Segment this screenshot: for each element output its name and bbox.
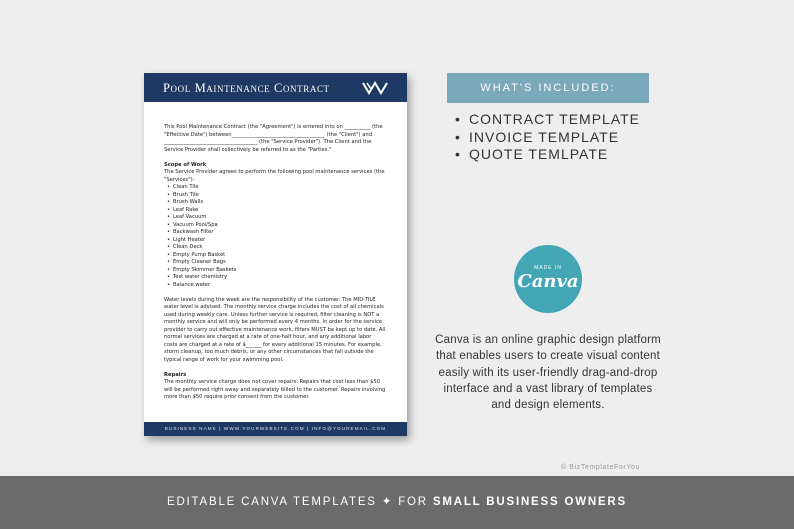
list-item: • Clean Deck <box>164 244 386 252</box>
list-item: • Empty Skimmer Baskets <box>164 267 386 275</box>
services-list <box>164 184 386 289</box>
list-item: • Empty Cleaner Bags <box>164 259 386 267</box>
canva-wordmark: Canva <box>517 271 579 292</box>
banner-prefix: EDITABLE CANVA TEMPLATES ✦ FOR <box>166 496 433 508</box>
bottom-banner <box>0 476 794 529</box>
contract-title: Pool Maintenance Contract <box>163 81 330 95</box>
water-paragraph: Water levels during the week are the responsibility of the customer. The MID-TILE water level is advised. The monthly service charge includes the cost of all chemicals used during weekly care. Unless further service is required, filter cleaning is NOT a monthly service and will only be performed every 4 months. In order for the service provider to carry out effective maintenance work, filters MUST be kept up to date. All normal services are charged at a rate of one-half hour, and any additional labor costs are charged at a rate of $______ for every additional 15 minutes. For example, storm cleanup, too much debris, or any other circumstances that fall outside the typical range of work for your swimming pool. <box>164 296 386 363</box>
list-item: • Brush Tile <box>164 192 386 200</box>
list-item: • Clean Tile <box>164 184 386 192</box>
bullet-icon: • <box>455 111 461 127</box>
contract-header <box>144 73 407 102</box>
made-in-label: MADE IN <box>534 265 562 271</box>
list-item <box>455 129 640 147</box>
contract-footer: BUSINESS NAME | WWW.YOURWEBSITE.COM | INFO@YOUREMAIL.COM <box>144 422 407 436</box>
banner-bold: SMALL BUSINESS OWNERS <box>432 496 628 508</box>
bullet-icon: • <box>455 146 461 162</box>
scope-text: The Service Provider agrees to perform the following pool maintenance services (the "Services"): <box>164 169 385 183</box>
list-item: • Empty Pump Basket <box>164 252 386 260</box>
repairs-heading: Repairs <box>164 371 187 378</box>
made-in-canva-badge <box>514 245 582 313</box>
repairs-text: The monthly service charge does not cover repairs. Repairs that cost less than $50 will be performed right away and separately billed to the customer. Repairs involving more than $50 require prior consent from the customer. <box>164 379 386 400</box>
list-item: • Light Heater <box>164 237 386 245</box>
canva-description: Canva is an online graphic design platform that enables users to create visual content easily with its user-friendly drag-and-drop interface and a vast library of templates and design elements. <box>435 334 661 412</box>
list-item <box>455 146 640 164</box>
list-item: • Leaf Rake <box>164 207 386 215</box>
contract-body <box>164 124 386 402</box>
included-item-label: INVOICE TEMPLATE <box>469 128 620 145</box>
included-list <box>455 111 640 164</box>
whats-included-heading: WHAT'S INCLUDED: <box>447 73 649 103</box>
list-item: • Test water chemistry <box>164 274 386 282</box>
contract-intro: This Pool Maintenance Contract (the "Agreement") is entered into on __________ (the "Effective Date") between____________________________________ (the "Client") and ____________________________________ (the "Service Provider"). The Client and the Service Provider shall collectively be referred to as the "Parties." <box>164 124 383 153</box>
contract-preview <box>144 73 407 436</box>
scope-heading: Scope of Work <box>164 161 207 168</box>
included-item-label: QUOTE TEMLPATE <box>469 146 609 162</box>
bullet-icon: • <box>455 128 461 145</box>
list-item: • Brush Walls <box>164 199 386 207</box>
list-item <box>455 111 640 129</box>
included-item-label: CONTRACT TEMPLATE <box>469 111 641 127</box>
list-item: • Vacuum Pool/Spa <box>164 222 386 230</box>
list-item: • Backwash Filter <box>164 229 386 237</box>
wave-logo-icon <box>362 79 388 97</box>
list-item: • Leaf Vacuum <box>164 214 386 222</box>
list-item: • Balance water <box>164 282 386 290</box>
copyright-text: © BizTemplateForYou <box>561 464 640 471</box>
